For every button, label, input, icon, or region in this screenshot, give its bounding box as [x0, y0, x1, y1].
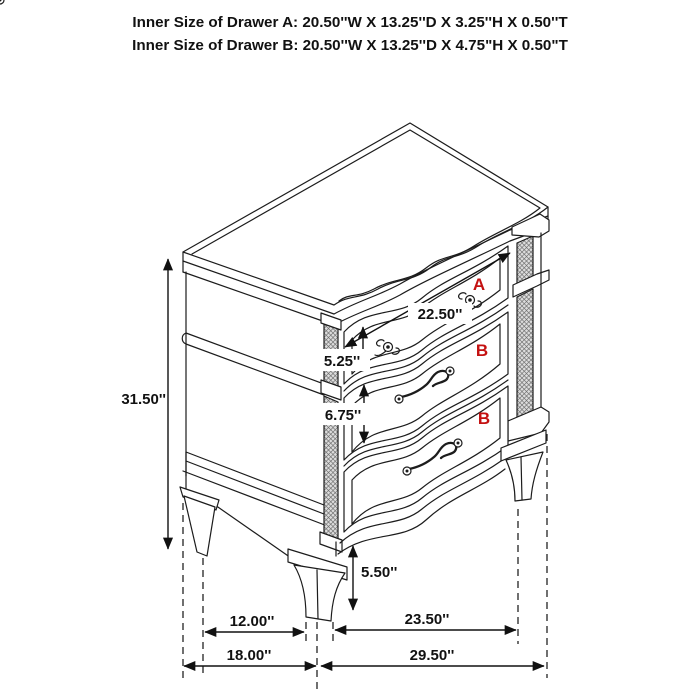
height-label: 31.50'': [121, 391, 166, 408]
side-leg-span-label: 12.00'': [229, 613, 275, 630]
drawer-width-label: 22.50'': [417, 306, 463, 323]
dimension-front-leg-span: [335, 611, 516, 630]
bail-handle-icon: [0, 0, 55, 4]
drawer-b-bottom-letter: B: [477, 409, 491, 428]
dimension-overall-height: [121, 259, 168, 549]
header-line-2: Inner Size of Drawer B: 20.50''W X 13.25''D X 4.75"H X 0.50"T: [132, 37, 568, 54]
header-line-1: Inner Size of Drawer A: 20.50''W X 13.25''D X 3.25''H X 0.50''T: [132, 14, 568, 31]
rear-left-leg: [184, 496, 215, 556]
dimension-leg-height: [353, 546, 409, 610]
drawer-a-letter: A: [472, 275, 486, 294]
front-left-leg: [294, 565, 345, 621]
dimension-side-leg-span: [205, 613, 304, 632]
dimension-overall-width: [321, 647, 544, 666]
drawer-b-height-label: 6.75'': [324, 407, 362, 424]
front-right-leg: [506, 452, 543, 501]
overall-depth-label: 18.00'': [226, 647, 272, 664]
leg-height-label: 5.50'': [361, 564, 398, 581]
drawer-b-middle-letter: B: [475, 341, 489, 360]
front-leg-span-label: 23.50'': [404, 611, 450, 628]
drawer-a-height-label: 5.25'': [323, 353, 361, 370]
overall-width-label: 29.50'': [409, 647, 455, 664]
header: [132, 14, 568, 54]
dimension-overall-depth: [184, 647, 316, 666]
